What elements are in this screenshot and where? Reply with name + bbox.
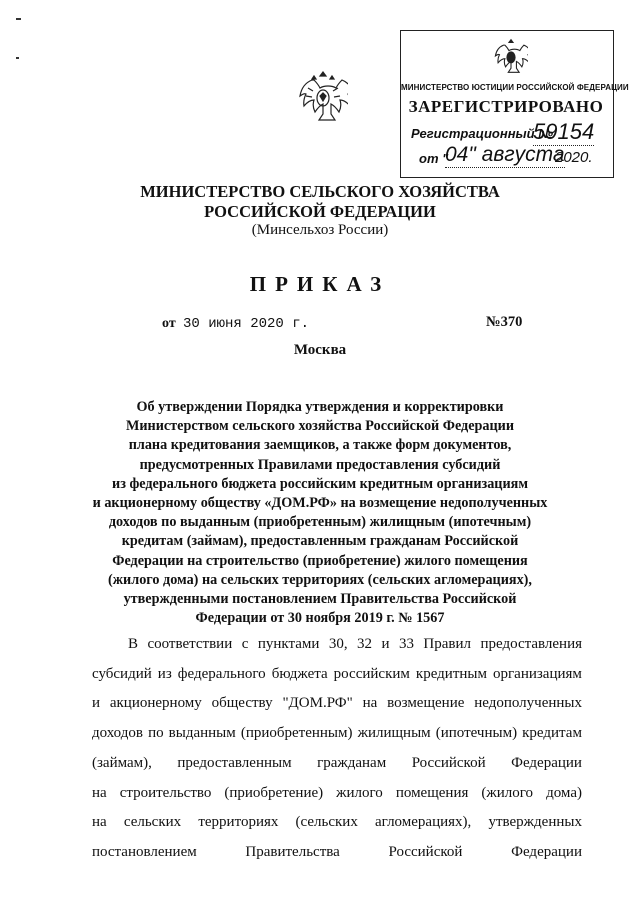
body-word: (приобретенным): [240, 725, 353, 742]
subject-line: Об утверждении Порядка утверждения и корректировки: [136, 399, 504, 415]
body-word: сельских: [123, 814, 182, 831]
stamp-ministry-name: МИНИСТЕРСТВО ЮСТИЦИИ РОССИЙСКОЙ ФЕДЕРАЦИИ: [401, 83, 629, 92]
body-word: на: [92, 814, 107, 831]
body-word: Правительства: [245, 843, 340, 860]
body-word: бюджета: [271, 665, 328, 682]
body-word: на: [362, 695, 378, 712]
body-word: (жилого: [481, 784, 534, 801]
order-title: ПРИКАЗ: [249, 272, 391, 296]
order-body-text: [92, 630, 582, 868]
scan-mark: [16, 57, 19, 59]
ministry-name-line2: РОССИЙСКОЙ ФЕДЕРАЦИИ: [204, 202, 436, 221]
stamp-date-prefix: от ": [419, 151, 449, 166]
body-word: соответствии: [147, 636, 233, 652]
subject-line: из федерального бюджета российским кредитным организациям: [112, 475, 528, 492]
body-word: кредитам: [522, 725, 582, 742]
body-word: Правил: [423, 636, 472, 652]
stamp-registered-label: ЗАРЕГИСТРИРОВАНО: [408, 97, 604, 116]
body-line: [92, 808, 582, 838]
subject-line: предусмотренных Правилами предоставления субсидий: [139, 456, 501, 473]
subject-line: Федерации от 30 ноября 2019 г. № 1567: [195, 610, 445, 627]
coat-of-arms-emblem: [298, 68, 348, 124]
stamp-emblem-icon: [494, 37, 528, 75]
body-word: и: [381, 636, 390, 652]
body-line: [92, 660, 582, 690]
body-word: предоставления: [480, 636, 582, 652]
order-date-prefix: от: [162, 316, 176, 331]
body-line: [92, 630, 582, 660]
body-word: из: [157, 665, 172, 682]
body-word: (приобретение): [224, 784, 324, 801]
body-word: недополученных: [474, 695, 582, 712]
body-word: В: [128, 636, 139, 652]
subject-line: Федерации на строительство (приобретение) жилого помещения: [112, 552, 528, 569]
body-word: возмещение: [387, 695, 465, 712]
body-word: 32: [357, 636, 373, 652]
body-word: кредитным: [415, 665, 487, 682]
body-word: территориях: [198, 814, 279, 831]
subject-line: и акционерному обществу «ДОМ.РФ» на возмещение недополученных: [92, 495, 548, 512]
body-word: организациям: [493, 665, 582, 682]
subject-line: утвержденными постановлением Правительства Российской: [123, 591, 517, 608]
body-word: агломерациях),: [375, 814, 472, 831]
order-number: №370: [486, 314, 523, 330]
order-date: 30 июня 2020 г.: [183, 316, 310, 332]
body-word: строительство: [119, 784, 212, 801]
body-word: Федерации: [511, 754, 582, 771]
order-subject: [70, 398, 570, 628]
body-word: российским: [333, 665, 410, 682]
body-word: гражданам: [317, 754, 387, 771]
body-word: дома): [546, 784, 582, 801]
body-word: Российской: [411, 754, 486, 771]
body-word: федерального: [177, 665, 266, 682]
subject-line: кредитам (займам), предоставленным гражданам Российской: [121, 533, 519, 550]
stamp-year: 2020.: [555, 149, 593, 166]
scan-mark: [16, 18, 21, 20]
body-word: по: [148, 725, 164, 742]
order-city: Москва: [293, 342, 347, 358]
registration-stamp: [400, 30, 629, 178]
body-word: постановлением: [92, 843, 197, 860]
body-word: (ипотечным): [435, 725, 518, 742]
body-word: Российской: [388, 843, 463, 860]
body-word: субсидий: [92, 665, 152, 682]
stamp-regno-value: 59154: [533, 119, 595, 144]
body-word: с: [241, 636, 249, 652]
body-word: утвержденных: [488, 814, 582, 831]
stamp-regno-label: Регистрационный №: [411, 126, 554, 141]
body-word: "ДОМ.РФ": [282, 695, 353, 712]
stamp-date-handwritten: 04" августа: [445, 143, 565, 166]
body-word: акционерному: [109, 695, 202, 712]
body-line: [92, 689, 582, 719]
subject-line: плана кредитования заемщиков, а также форм документов,: [128, 437, 512, 454]
body-word: пунктами: [257, 636, 320, 652]
subject-line: доходов по выданным (приобретенным) жилищным (ипотечным): [108, 514, 532, 531]
body-word: доходов: [92, 725, 143, 742]
body-line: [92, 838, 582, 868]
body-word: (сельских: [295, 814, 358, 831]
body-word: обществу: [211, 695, 273, 712]
body-word: Федерации: [511, 843, 582, 860]
body-word: (займам),: [92, 754, 152, 771]
body-line: [92, 719, 582, 749]
body-word: предоставленным: [177, 754, 292, 771]
body-line: [92, 779, 582, 809]
body-line: [92, 749, 582, 779]
body-word: помещения: [395, 784, 469, 801]
body-word: жилищным: [357, 725, 431, 742]
body-word: на: [92, 784, 107, 801]
ministry-name-line1: МИНИСТЕРСТВО СЕЛЬСКОГО ХОЗЯЙСТВА: [140, 182, 500, 201]
body-word: 30,: [328, 636, 348, 652]
body-word: 33: [398, 636, 414, 652]
body-word: и: [92, 695, 101, 712]
ministry-short-name: (Минсельхоз России): [251, 222, 389, 238]
body-word: жилого: [336, 784, 383, 801]
subject-line: Министерством сельского хозяйства Российской Федерации: [125, 418, 515, 435]
body-word: выданным: [168, 725, 236, 742]
subject-line: (жилого дома) на сельских территориях (сельских агломерациях),: [108, 571, 532, 588]
